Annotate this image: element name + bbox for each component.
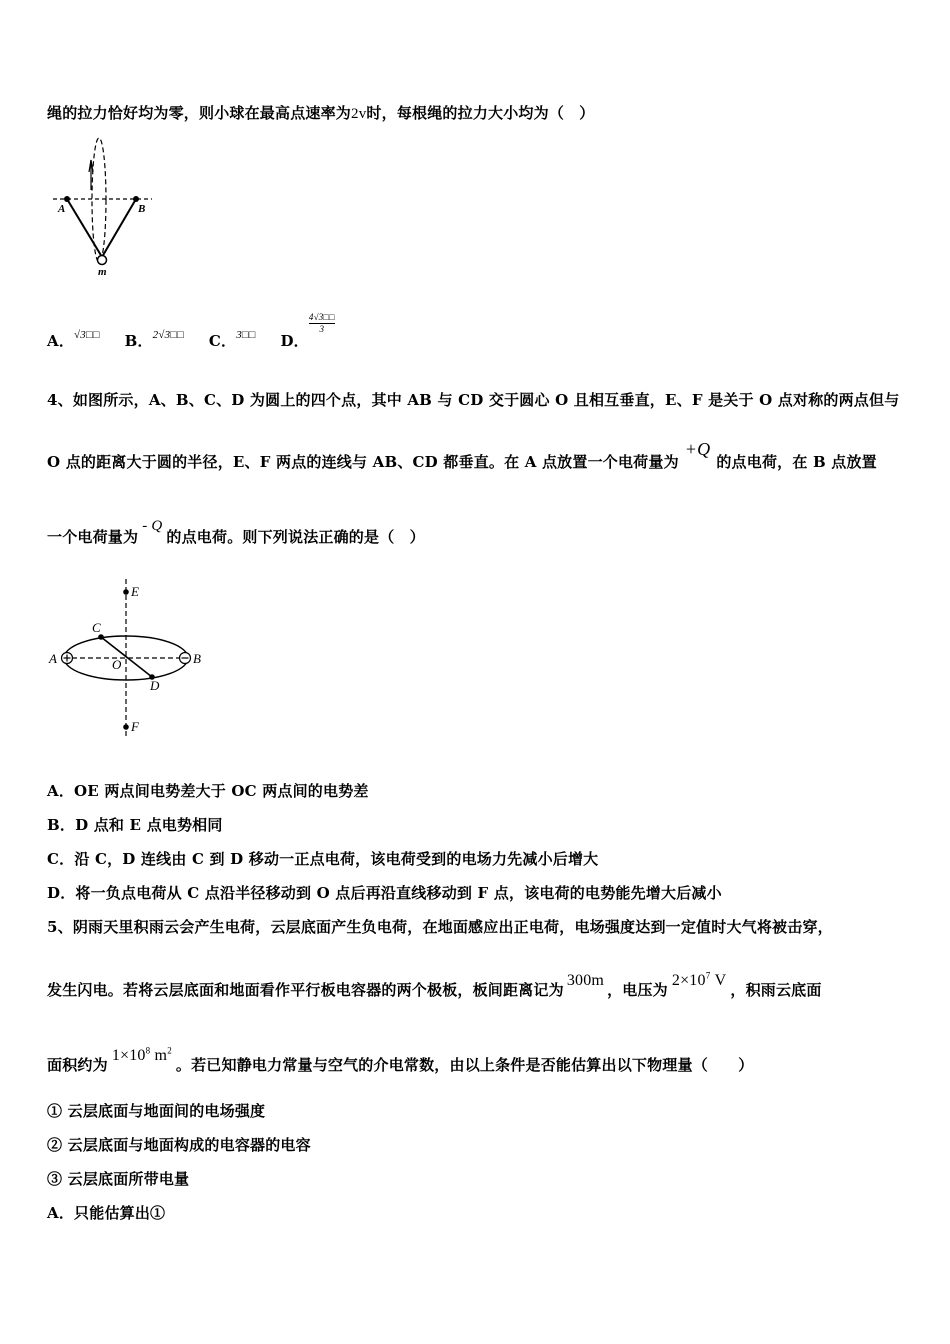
q4-line-3-text-2: 的点电荷。则下列说法正确的是（ ） (166, 528, 425, 546)
q3-option-c-letter: C． (208, 332, 237, 350)
q3-option-b-letter: B． (124, 332, 153, 350)
q5-item-2: ② 云层底面与地面构成的电容器的电容 (47, 1136, 311, 1154)
q5-line-2-text-3: ，积雨云底面 (730, 981, 822, 999)
q3-option-d-num: 4√3□□ (308, 312, 335, 322)
q3-option-d-den: 3 (319, 324, 325, 334)
q3-option-a-letter: A． (47, 332, 75, 350)
q4-line-3 (47, 518, 425, 547)
q4-point-f (123, 724, 129, 730)
q4-line-2-text-2: 的点电荷，在 B 点放置 (716, 453, 877, 471)
q4-line-2-text: O 点的距离大于圆的半径，E、F 两点的连线与 AB、CD 都垂直。在 A 点放置一个电荷量为 (47, 453, 679, 471)
q3-speed: 2v (351, 106, 367, 122)
q3-rope-b (102, 199, 136, 257)
q4-label-e: E (131, 584, 139, 599)
q3-option-a-value: √3□□ (74, 329, 100, 341)
q3-point-b (133, 196, 139, 202)
q4-point-e (123, 589, 129, 595)
q5-option-a: A．只能估算出① (47, 1204, 166, 1222)
q4-line-2 (47, 439, 877, 472)
q4-charge-pos: +Q (684, 439, 711, 459)
q4-label-o: O (112, 657, 122, 672)
q3-options (47, 312, 335, 351)
q5-area-unit: m (154, 1047, 168, 1064)
q5-line-3 (47, 1045, 754, 1075)
q4-label-a: A (49, 651, 57, 666)
q3-option-b-value: 2√3□□ (152, 329, 184, 341)
q3-stem-tail (47, 102, 594, 123)
q5-area (112, 1047, 172, 1064)
q3-figure (48, 132, 163, 280)
q4-line-3-text: 一个电荷量为 (47, 528, 139, 546)
q3-label-b: B (138, 203, 146, 215)
q3-option-d-letter: D． (280, 332, 309, 350)
q5-line-2 (47, 970, 822, 1000)
q4-option-a: A．OE 两点间电势差大于 OC 两点间的电势差 (47, 782, 369, 800)
q5-item-1: ① 云层底面与地面间的电场强度 (47, 1102, 266, 1120)
q5-line-2-text-2: ，电压为 (607, 981, 668, 999)
q5-line-3-text: 面积约为 (47, 1056, 108, 1074)
q4-label-c: C (92, 620, 101, 635)
q5-voltage-unit: V (714, 972, 727, 989)
q4-point-c (98, 634, 104, 640)
q5-area-base: 1×10 (111, 1047, 146, 1064)
q5-item-3: ③ 云层底面所带电量 (47, 1170, 190, 1188)
q5-distance: 300m (566, 972, 605, 989)
q4-option-c: C．沿 C，D 连线由 C 到 D 移动一正点电荷，该电荷受到的电场力先减小后增大 (47, 850, 599, 868)
q4-label-f: F (131, 719, 139, 734)
q4-label-b: B (193, 651, 201, 666)
q4-figure (46, 576, 216, 741)
q5-line-2-text: 发生闪电。若将云层底面和地面看作平行板电容器的两个极板，板间距离记为 (47, 981, 564, 999)
q4-charge-neg: - Q (142, 518, 163, 534)
q3-option-d-fraction (309, 312, 335, 335)
q3-label-m: m (98, 266, 107, 278)
q5-voltage-base: 2×10 (671, 972, 706, 989)
q5-area-exp: 8 (145, 1045, 151, 1056)
q5-line-3-text-2: 。若已知静电力常量与空气的介电常数，由以上条件是否能估算出以下物理量（ ） (175, 1056, 754, 1074)
q3-stem-text: 绳的拉力恰好均为零，则小球在最高点速率为 (47, 104, 352, 122)
q3-point-a (64, 196, 70, 202)
q3-stem-text-2: 时，每根绳的拉力大小均为（ ） (366, 104, 595, 122)
q3-option-c-value: 3□□ (236, 329, 256, 341)
q3-ball (98, 256, 107, 265)
q5-area-unit-exp: 2 (167, 1045, 172, 1056)
q5-line-1: 5、阴雨天里积雨云会产生电荷，云层底面产生负电荷，在地面感应出正电荷，电场强度达到一定值时大气将被击穿， (47, 918, 833, 936)
q4-label-d: D (150, 678, 160, 693)
q4-option-d: D．将一负点电荷从 C 点沿半径移动到 O 点后再沿直线移动到 F 点，该电荷的电势能先增大后减小 (47, 884, 722, 902)
q4-option-b: B．D 点和 E 点电势相同 (47, 816, 223, 834)
q5-voltage (672, 972, 727, 989)
q3-rope-a (67, 199, 102, 257)
q5-voltage-exp: 7 (705, 970, 711, 981)
q4-line-1: 4、如图所示，A、B、C、D 为圆上的四个点，其中 AB 与 CD 交于圆心 O 且相互垂直，E、F 是关于 O 点对称的两点但与 (47, 391, 900, 409)
q3-label-a: A (58, 203, 66, 215)
